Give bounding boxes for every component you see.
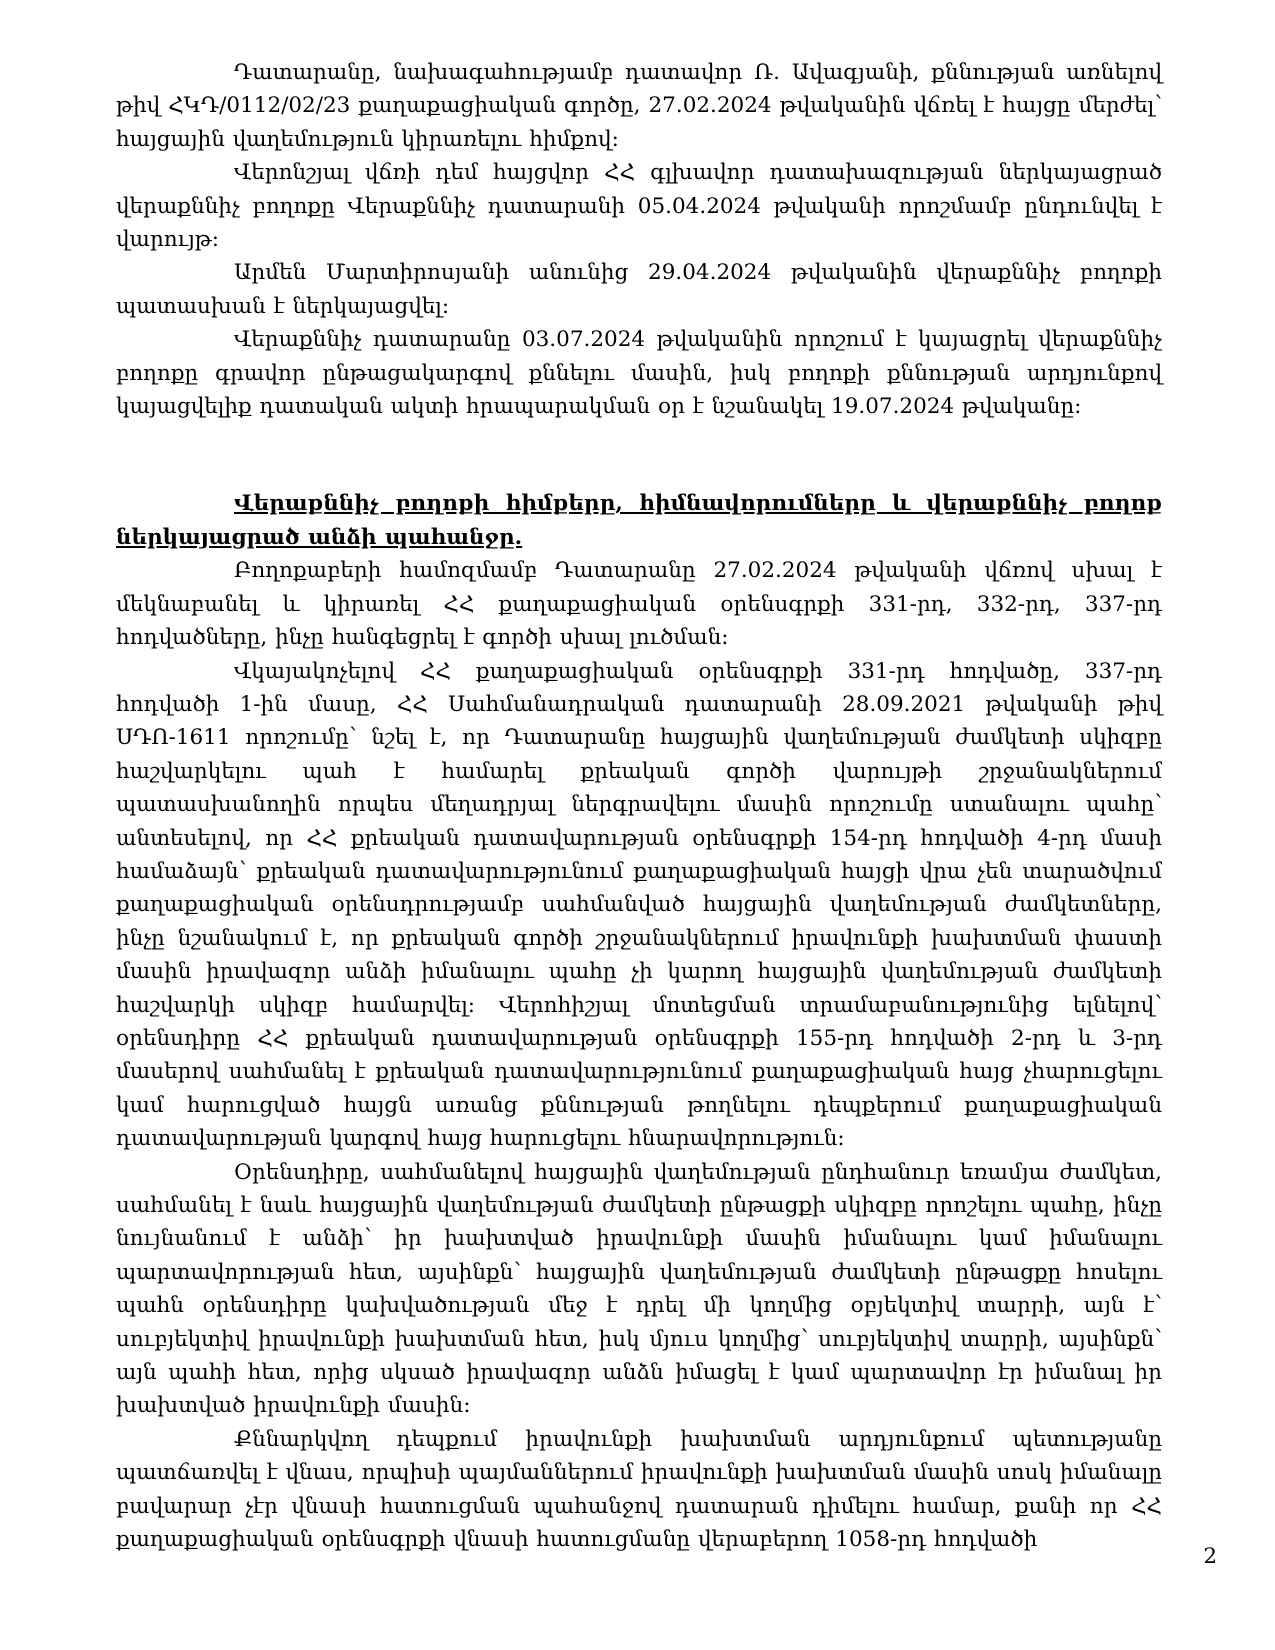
body-paragraph-legal-citations: Վկայակոչելով ՀՀ քաղաքացիական օրենսգրքի 331-րդ հոդվածը, 337-րդ հոդվածի 1-ին մասը, ՀՀ Սահմանադրական դատարանի 28.09.2021 թվականի թիվ ՍԴՈ-1611 որոշումը՝ նշել է, որ Դատարանը հայցային վաղեմության ժամկետի սկիզբը հաշվարկելու պահ է համարել քրեական գործի վարույթի շրջանակներում պատասխանողին որպես մեղադրյալ ներգրավելու մասին որոշումը ստանալու պահը՝ անտեսելով, որ ՀՀ քրեական դատավարության օրենսգրքի 154-րդ հոդվածի 4-րդ մասի համաձայն՝ քրեական դատավարությունում քաղաքացիական հայցի վրա չեն տարածվում քաղաքացիական օրենսդրությամբ սահմանված հայցային վաղեմության ժամկետները, ինչը նշանակում է, որ քրեական գործի շրջանակներում իրավունքի խախտման փաստի մասին իրավազոր անձի իմանալու պահը չի կարող հայցային վաղեմության ժամկետի հաշվարկի սկիզբ համարվել: Վերոհիշյալ մոտեցման տրամաբանությունից ելնելով՝ օրենսդիրը ՀՀ քրեական դատավարության օրենսգրքի 155-րդ հոդվածի 2-րդ և 3-րդ մասերով սահմանել է քրեական դատավարությունում քաղաքացիական հայց չհարուցելու կամ հարուցված հայցն առանց քննության թողնելու դեպքերում քաղաքացիական դատավարության կարգով հայց հարուցելու հնարավորություն: [116,658,1162,1152]
intro-paragraph-court-verdict: Դատարանը, նախագահությամբ դատավոր Ռ. Ավագյանի, քննության առնելով թիվ ՀԿԴ/0112/02/23 քաղաքացիական գործը, 27.02.2024 թվականին վճռել է հայցը մերժել՝ հայցային վաղեմություն կիրառելու հիմքով: [116,60,1162,152]
body-paragraph-limitation-period: Օրենսդիրը, սահմանելով հայցային վաղեմության ընդհանուր եռամյա ժամկետ, սահմանել է նաև հայցային վաղեմության ժամկետի ընթացքի սկիզբը որոշելու պահը, ինչը նույնանում է անձի՝ իր խախտված իրավունքի մասին իմանալու կամ իմանալու պարտավորության հետ, այսինքն՝ հայցային վաղեմության ժամկետի ընթացքը հոսելու պահն օրենսդիրը կախվածության մեջ է դրել մի կողմից օբյեկտիվ տարրի, այն է՝ սուբյեկտիվ իրավունքի խախտման հետ, իսկ մյուս կողմից՝ սուբյեկտիվ տարրի, այսինքն՝ այն պահի հետ, որից սկսած իրավազոր անձն իմացել է կամ պարտավոր էր իմանալ իր խախտված իրավունքի մասին: [116,1159,1162,1419]
page-number: 2 [1203,1544,1217,1569]
body-paragraph-appellant-claim: Բողոքաբերի համոզմամբ Դատարանը 27.02.2024 թվականի վճռով սխալ է մեկնաբանել և կիրառել ՀՀ քաղաքացիական օրենսգրքի 331-րդ, 332-րդ, 337-րդ հոդվածները, ինչը հանգեցրել է գործի սխալ լուծման: [116,558,1162,651]
body-paragraph-damage-to-state: Քննարկվող դեպքում իրավունքի խախտման արդյունքում պետությանը պատճառվել է վնաս, որպիսի պայմաններում իրավունքի խախտման մասին սոսկ իմանալը բավարար չէր վնասի հատուցման պահանջով դատարան դիմելու համար, քանի որ ՀՀ քաղաքացիական օրենսգրքի վնասի հատուցմանը վերաբերող 1058-րդ հոդվածի [116,1426,1162,1553]
intro-paragraph-appeal-accepted: Վերոնշյալ վճռի դեմ հայցվոր ՀՀ գլխավոր դատախազության ներկայացրած վերաքննիչ բողոքը Վերաքննիչ դատարանի 05.04.2024 թվականի որոշմամբ ընդունվել է վարույթ: [116,160,1162,253]
section-heading [116,487,1162,554]
intro-paragraph-response-filed: Արմեն Մարտիրոսյանի անունից 29.04.2024 թվականին վերաքննիչ բողոքի պատասխան է ներկայացվել: [116,260,1162,319]
section-gap [116,423,1162,487]
document-body [116,56,1162,1556]
section-heading-text: Վերաքննիչ բողոքի հիմքերը, հիմնավորումները և վերաքննիչ բողոք ներկայացրած անձի պահանջը. [116,491,1162,550]
intro-paragraph-written-procedure: Վերաքննիչ դատարանը 03.07.2024 թվականին որոշում է կայացրել վերաքննիչ բողոքը գրավոր ընթացակարգով քննելու մասին, իսկ բողոքի քննության արդյունքով կայացվելիք դատական ակտի հրապարակման օր է նշանակել 19.07.2024 թվականը: [116,327,1162,420]
